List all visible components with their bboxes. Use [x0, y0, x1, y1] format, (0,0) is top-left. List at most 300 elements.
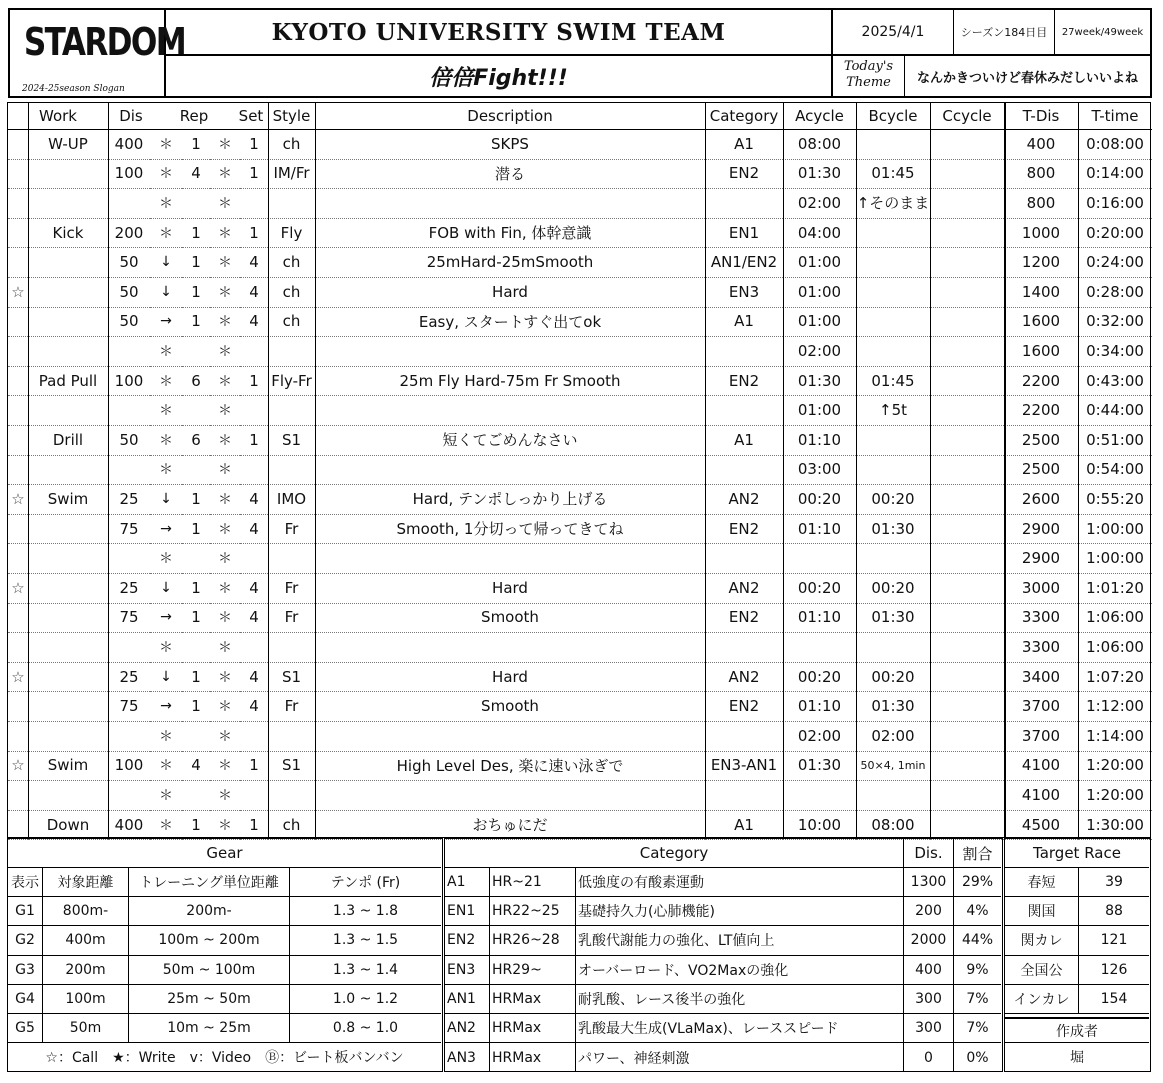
row-20-ttime: 1:14:00 — [1078, 721, 1152, 752]
row-4-cat: AN1/EN2 — [705, 247, 783, 278]
row-20-dis — [108, 721, 150, 752]
row-9-style — [268, 395, 315, 426]
header-t-dis: T-Dis — [1004, 103, 1078, 130]
row-0-a: 08:00 — [783, 129, 856, 160]
row-11-a: 03:00 — [783, 455, 856, 486]
author-label: 作成者 — [1005, 1017, 1149, 1043]
row-6-dis: 50 — [108, 307, 150, 338]
row-22-op1: ＊ — [150, 780, 182, 811]
row-7-tdis: 1600 — [1004, 336, 1078, 367]
row-4-a: 01:00 — [783, 247, 856, 278]
category-row-3-3: 400 — [904, 956, 954, 985]
row-8-b: 01:45 — [856, 366, 930, 397]
row-15-a: 00:20 — [783, 573, 856, 604]
row-5-op2: ＊ — [210, 277, 240, 308]
row-4-desc: 25mHard-25mSmooth — [315, 247, 705, 278]
row-4-dis: 50 — [108, 247, 150, 278]
category-row-1-0: EN1 — [445, 897, 490, 926]
row-15-set: 4 — [240, 573, 268, 604]
row-8-ttime: 0:43:00 — [1078, 366, 1152, 397]
row-3-set: 1 — [240, 218, 268, 249]
row-7-cat — [705, 336, 783, 367]
row-1-desc: 潜る — [315, 159, 705, 190]
row-1-set: 1 — [240, 159, 268, 190]
row-10-dis: 50 — [108, 425, 150, 456]
row-1-b: 01:45 — [856, 159, 930, 190]
row-19-desc: Smooth — [315, 691, 705, 722]
row-4-ttime: 0:24:00 — [1078, 247, 1152, 278]
gear-title: Gear — [8, 839, 441, 868]
row-18-tdis: 3400 — [1004, 662, 1078, 693]
row-5-a: 01:00 — [783, 277, 856, 308]
row-17-c — [930, 632, 1004, 663]
row-2-set — [240, 188, 268, 219]
row-8-cat: EN2 — [705, 366, 783, 397]
row-19-rep: 1 — [182, 691, 210, 722]
row-1-tdis: 800 — [1004, 159, 1078, 190]
row-12-tdis: 2600 — [1004, 484, 1078, 515]
category-row-5-4: 7% — [954, 1014, 1001, 1043]
row-0-c — [930, 129, 1004, 160]
row-7-mark — [8, 336, 28, 367]
category-row-6-3: 0 — [904, 1043, 954, 1072]
row-20-rep — [182, 721, 210, 752]
row-8-tdis: 2200 — [1004, 366, 1078, 397]
row-18-cat: AN2 — [705, 662, 783, 693]
row-11-dis — [108, 455, 150, 486]
row-14-style — [268, 543, 315, 574]
row-12-a: 00:20 — [783, 484, 856, 515]
column-divider — [1078, 103, 1079, 837]
row-5-dis: 50 — [108, 277, 150, 308]
row-16-desc: Smooth — [315, 603, 705, 634]
row-17-desc — [315, 632, 705, 663]
row-5-tdis: 1400 — [1004, 277, 1078, 308]
row-11-ttime: 0:54:00 — [1078, 455, 1152, 486]
gear-row-0-2: 200m- — [129, 897, 290, 926]
row-5-desc: Hard — [315, 277, 705, 308]
row-23-op2: ＊ — [210, 810, 240, 841]
row-13-cat: EN2 — [705, 514, 783, 545]
row-14-work — [28, 543, 108, 574]
header-dis: Dis — [108, 103, 154, 130]
row-10-mark — [8, 425, 28, 456]
row-21-ttime: 1:20:00 — [1078, 751, 1152, 782]
row-15-mark: ☆ — [8, 573, 28, 604]
row-11-desc — [315, 455, 705, 486]
category-row-0-0: A1 — [445, 868, 490, 897]
row-16-a: 01:10 — [783, 603, 856, 634]
row-1-style: IM/Fr — [268, 159, 315, 190]
row-8-desc: 25m Fly Hard-75m Fr Smooth — [315, 366, 705, 397]
row-4-op2: ＊ — [210, 247, 240, 278]
race-days-3: 126 — [1079, 956, 1149, 985]
row-21-tdis: 4100 — [1004, 751, 1078, 782]
row-9-op1: ＊ — [150, 395, 182, 426]
row-3-work: Kick — [28, 218, 108, 249]
row-15-rep: 1 — [182, 573, 210, 604]
todays-theme-text: なんかきついけど春休みだしいいよね — [905, 56, 1152, 98]
row-0-mark — [8, 129, 28, 160]
row-23-dis: 400 — [108, 810, 150, 841]
category-row-3-4: 9% — [954, 956, 1001, 985]
gear-row-4-3: 0.8 ~ 1.0 — [290, 1014, 441, 1043]
row-18-mark: ☆ — [8, 662, 28, 693]
row-10-work: Drill — [28, 425, 108, 456]
row-20-op2: ＊ — [210, 721, 240, 752]
row-17-cat — [705, 632, 783, 663]
row-18-ttime: 1:07:20 — [1078, 662, 1152, 693]
row-11-cat — [705, 455, 783, 486]
row-14-c — [930, 543, 1004, 574]
gear-row-1-0: G2 — [8, 926, 43, 955]
category-row-4-4: 7% — [954, 985, 1001, 1014]
row-15-op1: ↓ — [150, 573, 182, 604]
row-7-desc — [315, 336, 705, 367]
row-20-tdis: 3700 — [1004, 721, 1078, 752]
row-21-a: 01:30 — [783, 751, 856, 782]
gear-row-4-2: 10m ~ 25m — [129, 1014, 290, 1043]
row-12-c — [930, 484, 1004, 515]
row-3-ttime: 0:20:00 — [1078, 218, 1152, 249]
category-row-1-4: 4% — [954, 897, 1001, 926]
category-ratio-header: 割合 — [954, 839, 1001, 868]
row-12-rep: 1 — [182, 484, 210, 515]
row-23-ttime: 1:30:00 — [1078, 810, 1152, 841]
row-4-b — [856, 247, 930, 278]
row-15-cat: AN2 — [705, 573, 783, 604]
row-15-c — [930, 573, 1004, 604]
row-4-set: 4 — [240, 247, 268, 278]
row-6-c — [930, 307, 1004, 338]
row-11-work — [28, 455, 108, 486]
row-5-c — [930, 277, 1004, 308]
row-0-desc: SKPS — [315, 129, 705, 160]
row-2-style — [268, 188, 315, 219]
row-14-ttime: 1:00:00 — [1078, 543, 1152, 574]
row-12-mark: ☆ — [8, 484, 28, 515]
row-17-mark — [8, 632, 28, 663]
row-1-ttime: 0:14:00 — [1078, 159, 1152, 190]
gear-header-1: 対象距離 — [43, 868, 129, 897]
row-9-b: ↑5t — [856, 395, 930, 426]
row-16-op2: ＊ — [210, 603, 240, 634]
row-1-rep: 4 — [182, 159, 210, 190]
row-22-b — [856, 780, 930, 811]
row-12-op2: ＊ — [210, 484, 240, 515]
row-17-dis — [108, 632, 150, 663]
row-4-style: ch — [268, 247, 315, 278]
workout-table — [7, 102, 1151, 838]
row-5-work — [28, 277, 108, 308]
row-6-mark — [8, 307, 28, 338]
row-3-style: Fly — [268, 218, 315, 249]
row-7-op2: ＊ — [210, 336, 240, 367]
row-21-desc: High Level Des, 楽に速い泳ぎで — [315, 751, 705, 782]
row-5-ttime: 0:28:00 — [1078, 277, 1152, 308]
gear-row-0-1: 800m- — [43, 897, 129, 926]
row-16-work — [28, 603, 108, 634]
row-2-b: ↑そのまま — [856, 188, 930, 219]
row-7-b — [856, 336, 930, 367]
race-name-1: 関国 — [1005, 897, 1079, 926]
row-13-mark — [8, 514, 28, 545]
gear-row-1-3: 1.3 ~ 1.5 — [290, 926, 441, 955]
row-8-c — [930, 366, 1004, 397]
row-15-op2: ＊ — [210, 573, 240, 604]
row-19-dis: 75 — [108, 691, 150, 722]
header-category: Category — [705, 103, 783, 130]
category-row-3-1: HR29~ — [490, 956, 576, 985]
gear-row-1-2: 100m ~ 200m — [129, 926, 290, 955]
row-13-desc: Smooth, 1分切って帰ってきてね — [315, 514, 705, 545]
category-row-6-2: パワー、神経刺激 — [576, 1043, 904, 1072]
logo-text: STARDOM — [23, 20, 186, 64]
row-21-set: 1 — [240, 751, 268, 782]
row-13-rep: 1 — [182, 514, 210, 545]
row-15-ttime: 1:01:20 — [1078, 573, 1152, 604]
row-20-cat — [705, 721, 783, 752]
row-14-tdis: 2900 — [1004, 543, 1078, 574]
race-days-4: 154 — [1079, 985, 1149, 1014]
row-12-cat: AN2 — [705, 484, 783, 515]
row-18-c — [930, 662, 1004, 693]
row-20-set — [240, 721, 268, 752]
row-6-tdis: 1600 — [1004, 307, 1078, 338]
row-3-mark — [8, 218, 28, 249]
row-13-tdis: 2900 — [1004, 514, 1078, 545]
race-name-4: インカレ — [1005, 985, 1079, 1014]
row-5-style: ch — [268, 277, 315, 308]
row-2-tdis: 800 — [1004, 188, 1078, 219]
row-14-a — [783, 543, 856, 574]
row-0-b — [856, 129, 930, 160]
row-3-cat: EN1 — [705, 218, 783, 249]
row-11-style — [268, 455, 315, 486]
row-14-dis — [108, 543, 150, 574]
gear-legend: ☆：Call ★：Write v：Video Ⓑ：ビート板バンバン — [45, 1049, 404, 1066]
row-15-style: Fr — [268, 573, 315, 604]
row-19-cat: EN2 — [705, 691, 783, 722]
row-9-rep — [182, 395, 210, 426]
row-22-tdis: 4100 — [1004, 780, 1078, 811]
row-6-b — [856, 307, 930, 338]
row-11-rep — [182, 455, 210, 486]
row-23-op1: ＊ — [150, 810, 182, 841]
row-14-mark — [8, 543, 28, 574]
row-3-op1: ＊ — [150, 218, 182, 249]
row-12-set: 4 — [240, 484, 268, 515]
row-20-mark — [8, 721, 28, 752]
row-8-rep: 6 — [182, 366, 210, 397]
row-17-tdis: 3300 — [1004, 632, 1078, 663]
category-row-2-3: 2000 — [904, 926, 954, 955]
row-10-style: S1 — [268, 425, 315, 456]
row-22-desc — [315, 780, 705, 811]
row-23-work: Down — [28, 810, 108, 841]
row-16-c — [930, 603, 1004, 634]
row-6-op2: ＊ — [210, 307, 240, 338]
category-row-2-1: HR26~28 — [490, 926, 576, 955]
category-row-6-0: AN3 — [445, 1043, 490, 1072]
row-18-op2: ＊ — [210, 662, 240, 693]
row-2-op1: ＊ — [150, 188, 182, 219]
row-6-work — [28, 307, 108, 338]
category-row-0-3: 1300 — [904, 868, 954, 897]
row-2-ttime: 0:16:00 — [1078, 188, 1152, 219]
row-5-rep: 1 — [182, 277, 210, 308]
row-18-dis: 25 — [108, 662, 150, 693]
row-3-a: 04:00 — [783, 218, 856, 249]
header-ccycle: Ccycle — [930, 103, 1004, 130]
row-13-b: 01:30 — [856, 514, 930, 545]
row-23-mark — [8, 810, 28, 841]
category-row-0-1: HR~21 — [490, 868, 576, 897]
row-7-a: 02:00 — [783, 336, 856, 367]
category-row-0-4: 29% — [954, 868, 1001, 897]
row-0-op2: ＊ — [210, 129, 240, 160]
row-5-cat: EN3 — [705, 277, 783, 308]
category-row-3-0: EN3 — [445, 956, 490, 985]
row-9-cat — [705, 395, 783, 426]
row-22-mark — [8, 780, 28, 811]
page-title: KYOTO UNIVERSITY SWIM TEAM — [166, 8, 831, 56]
row-14-set — [240, 543, 268, 574]
gear-row-0-0: G1 — [8, 897, 43, 926]
row-0-ttime: 0:08:00 — [1078, 129, 1152, 160]
row-6-style: ch — [268, 307, 315, 338]
category-row-6-4: 0% — [966, 1049, 989, 1066]
row-15-work — [28, 573, 108, 604]
row-9-set — [240, 395, 268, 426]
gear-row-3-0: G4 — [8, 985, 43, 1014]
row-21-c — [930, 751, 1004, 782]
row-17-b — [856, 632, 930, 663]
row-12-desc: Hard, テンポしっかり上げる — [315, 484, 705, 515]
column-divider — [705, 103, 706, 837]
row-18-b: 00:20 — [856, 662, 930, 693]
row-22-rep — [182, 780, 210, 811]
row-17-set — [240, 632, 268, 663]
row-11-b — [856, 455, 930, 486]
column-divider — [930, 103, 931, 837]
row-7-ttime: 0:34:00 — [1078, 336, 1152, 367]
row-9-tdis: 2200 — [1004, 395, 1078, 426]
row-10-tdis: 2500 — [1004, 425, 1078, 456]
row-4-rep: 1 — [182, 247, 210, 278]
row-12-dis: 25 — [108, 484, 150, 515]
row-8-a: 01:30 — [783, 366, 856, 397]
row-1-mark — [8, 159, 28, 190]
category-row-2-4: 44% — [954, 926, 1001, 955]
gear-row-2-3: 1.3 ~ 1.4 — [290, 956, 441, 985]
row-22-op2: ＊ — [210, 780, 240, 811]
row-0-dis: 400 — [108, 129, 150, 160]
row-6-cat: A1 — [705, 307, 783, 338]
row-4-tdis: 1200 — [1004, 247, 1078, 278]
row-10-c — [930, 425, 1004, 456]
row-16-set: 4 — [240, 603, 268, 634]
row-2-c — [930, 188, 1004, 219]
row-8-mark — [8, 366, 28, 397]
row-1-op2: ＊ — [210, 159, 240, 190]
row-23-a: 10:00 — [783, 810, 856, 841]
row-23-style: ch — [268, 810, 315, 841]
row-22-c — [930, 780, 1004, 811]
row-11-mark — [8, 455, 28, 486]
row-19-style: Fr — [268, 691, 315, 722]
row-19-b: 01:30 — [856, 691, 930, 722]
row-21-op1: ＊ — [150, 751, 182, 782]
row-14-b — [856, 543, 930, 574]
row-9-work — [28, 395, 108, 426]
target-race-title: Target Race — [1005, 839, 1149, 868]
row-11-c — [930, 455, 1004, 486]
row-21-mark: ☆ — [8, 751, 28, 782]
header-acycle: Acycle — [783, 103, 856, 130]
row-20-work — [28, 721, 108, 752]
season-day: シーズン184日目 — [954, 8, 1055, 56]
gear-row-0-3: 1.3 ~ 1.8 — [290, 897, 441, 926]
slogan-label: 2024-25season Slogan — [22, 84, 125, 94]
row-7-style — [268, 336, 315, 367]
gear-table — [7, 838, 443, 1072]
category-row-4-3: 300 — [904, 985, 954, 1014]
row-22-work — [28, 780, 108, 811]
row-13-op1: → — [150, 514, 182, 545]
row-7-set — [240, 336, 268, 367]
target-race-table — [1004, 838, 1151, 1072]
row-3-desc: FOB with Fin, 体幹意識 — [315, 218, 705, 249]
row-18-desc: Hard — [315, 662, 705, 693]
race-days-0: 39 — [1079, 868, 1149, 897]
row-5-set: 4 — [240, 277, 268, 308]
row-8-op1: ＊ — [150, 366, 182, 397]
column-divider — [315, 103, 316, 837]
row-23-b: 08:00 — [856, 810, 930, 841]
row-9-c — [930, 395, 1004, 426]
category-row-4-0: AN1 — [445, 985, 490, 1014]
row-4-op1: ↓ — [150, 247, 182, 278]
race-name-2: 関カレ — [1005, 926, 1079, 955]
row-15-b: 00:20 — [856, 573, 930, 604]
row-21-work: Swim — [28, 751, 108, 782]
row-17-rep — [182, 632, 210, 663]
row-23-rep: 1 — [182, 810, 210, 841]
row-23-set: 1 — [240, 810, 268, 841]
row-20-b: 02:00 — [856, 721, 930, 752]
row-6-desc: Easy, スタートすぐ出てok — [315, 307, 705, 338]
row-19-work — [28, 691, 108, 722]
row-22-cat — [705, 780, 783, 811]
row-13-work — [28, 514, 108, 545]
row-20-a: 02:00 — [783, 721, 856, 752]
header-set: Set — [234, 103, 268, 130]
gear-row-4-0: G5 — [8, 1014, 43, 1043]
row-14-op1: ＊ — [150, 543, 182, 574]
header-description: Description — [315, 103, 705, 130]
race-days-1: 88 — [1079, 897, 1149, 926]
row-1-work — [28, 159, 108, 190]
row-9-ttime: 0:44:00 — [1078, 395, 1152, 426]
category-row-5-3: 300 — [904, 1014, 954, 1043]
row-21-cat: EN3-AN1 — [705, 751, 783, 782]
row-13-dis: 75 — [108, 514, 150, 545]
gear-row-3-3: 1.0 ~ 1.2 — [290, 985, 441, 1014]
row-23-tdis: 4500 — [1004, 810, 1078, 841]
gear-header-0: 表示 — [8, 868, 43, 897]
row-11-op1: ＊ — [150, 455, 182, 486]
